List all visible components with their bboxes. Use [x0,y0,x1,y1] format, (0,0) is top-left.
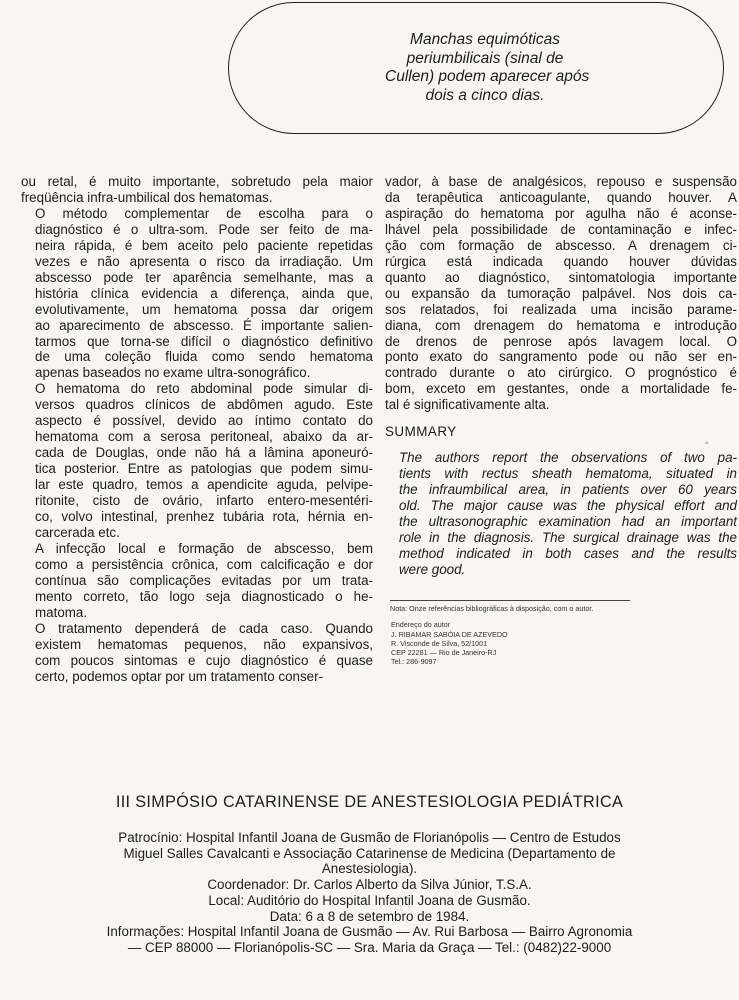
text-line: tients with rectus sheath hematoma, situated in [399,466,737,482]
text-line: como a persistência crônica, com calcificação e dor [35,556,373,572]
text-line: A infecção local e formação de abscesso, bem [35,540,373,556]
text-line: com poucos sintomas e cujo diagnóstico é quase [35,652,373,668]
text-line: contínua são complicações evitadas por um trata- [35,572,373,588]
event-detail-line: Informações: Hospital Infantil Joana de Gusmão — Av. Rui Barbosa — Bairro Agronomia [106,924,633,940]
text-line: versos quadros clínicos de abdômen agudo. Este [35,397,373,413]
address-line: CEP 22281 — Rio de Janeiro-RJ [391,648,497,658]
text-line: role in the diagnosis. The surgical drainage was the [399,530,737,546]
text-line: diagnóstico é o ultra-som. Pode ser feito de ma- [35,221,373,237]
text-line: old. The major cause was the physical effort and [399,498,737,514]
text-line: rúrgica está indicada quando houver dúvidas [385,253,737,269]
text-line: ritonite, cisto de ovário, infarto entero-mesentéri- [35,493,373,509]
text-line: sos relatados, foi realizada uma incisão parame- [385,301,737,317]
address-line: Endereço do autor [391,620,451,630]
text-line: aspiração do hematoma por agulha não é aconse- [385,205,737,221]
references-note: Nota: Onze referências bibliográficas à disposição, com o autor. [390,604,594,613]
text-line: tal é significativamente alta. [385,397,550,413]
treatment-paragraph [385,174,737,413]
author-notes [390,600,739,667]
body-paragraph [21,621,373,685]
text-line: O hematoma do reto abdominal pode simular di- [35,381,373,397]
text-line: diana, com drenagem do hematoma e introdução [385,317,737,333]
text-line: abscesso pode ter aparência semelhante, mas a [35,269,373,285]
text-line: existem hematomas pequenos, não expansivos, [35,636,373,652]
text-line: de drenos de penrose após lavagem local. O [385,333,737,349]
text-line: ou expansão da tumoração palpável. Nos dois ca- [385,285,737,301]
text-line: apenas baseados no exame ultra-sonográfico. [35,365,311,381]
text-line: O método complementar de escolha para o [35,205,373,221]
body-paragraph [21,174,373,206]
text-line: lhável pela possibilidade de contaminação e infec- [385,221,737,237]
text-line: cada de Douglas, onde não há a lâmina aponeuró- [35,445,373,461]
text-line: ao aparecimento de abscesso. É importante salien- [35,317,373,333]
right-text-column [385,174,737,578]
text-line: the ultrasonographic examination had an important [399,514,737,530]
left-text-column [21,174,373,685]
text-line: mento correto, tão logo seja diagnosticado o he- [35,588,373,604]
address-line: Tel.: 286-9097 [391,657,437,667]
author-address [390,620,739,666]
body-paragraph [21,381,373,541]
text-line: hematoma com a serosa peritoneal, abaixo da ar- [35,429,373,445]
text-line: method indicated in both cases and the results [399,545,737,561]
text-line: the infraumbilical area, in patients over 60 years [399,482,737,498]
event-details [0,830,739,956]
text-line: quanto ao diagnóstico, sintomatologia importante [385,269,737,285]
text-line: evolutivamente, um hematoma possa dar origem [35,301,373,317]
margin-mark: ◦ [705,438,709,449]
pull-quote-line: Cullen) podem aparecer após [385,68,590,85]
event-detail-line: — CEP 88000 — Florianópolis-SC — Sra. Maria da Graça — Tel.: (0482)22-9000 [127,939,612,955]
text-line: ponto exato do sangramento pode ou não ser en- [385,349,737,365]
text-line: carcerada etc. [35,524,120,540]
event-title: III SIMPÓSIO CATARINENSE DE ANESTESIOLOGIA PEDIÁTRICA [115,793,624,811]
text-line: lar este quadro, temos a apendicite aguda, pelvipe- [35,477,373,493]
text-line: aspecto é possível, devido ao íntimo contato do [35,413,373,429]
address-line: J. RIBAMAR SABÓIA DE AZEVEDO [391,629,508,639]
event-detail-line: Local: Auditório do Hospital Infantil Joana de Gusmão. [208,892,531,908]
text-line: vador, à base de analgésicos, repouso e suspensão [385,174,737,189]
text-line: tica posterior. Entre as patologias que podem simu- [35,461,373,477]
text-line: bom, exceto em gestantes, onde a mortalidade fe- [385,381,737,397]
event-detail-line: Miguel Salles Cavalcanti e Associação Catarinense de Medicina (Departamento de [123,845,616,861]
text-line: da terapêutica anticoagulante, quando houver. A [385,189,737,205]
text-line: contrado durante o ato cirúrgico. O prognóstico é [385,365,737,381]
text-line: ou retal, é muito importante, sobretudo pela maior [21,174,373,189]
text-line: ção com formação de abscesso. A drenagem ci- [385,237,737,253]
pull-quote-text [385,31,590,105]
text-line: freqüência infra-umbilical dos hematomas. [21,189,273,205]
text-line: matoma. [35,604,88,620]
address-line: R. Visconde de Silva, 52/1001 [391,638,488,648]
event-announcement [0,793,739,956]
text-line: de uma coleção fluida como sendo hematoma [35,349,373,365]
text-line: co, volvo intestinal, prenhez tubária rota, hérnia en- [35,509,373,525]
summary-heading: SUMMARY [385,424,457,440]
event-detail-line: Patrocínio: Hospital Infantil Joana de Gusmão de Florianópolis — Centro de Estudos [118,830,621,845]
text-line: certo, podemos optar por um tratamento conser- [35,668,324,684]
text-line: O tratamento dependerá de cada caso. Quando [35,620,373,636]
event-detail-line: Data: 6 a 8 de setembro de 1984. [269,908,470,924]
text-line: neira rápida, é bem aceito pelo paciente repetidas [35,237,373,253]
pull-quote-callout [228,2,724,134]
text-line: história clínica evidencia a diferença, ainda que, [35,285,373,301]
event-detail-line: Coordenador: Dr. Carlos Alberto da Silva Júnior, T.S.A. [207,877,532,893]
text-line: vezes e não apresenta o risco da irradiação. Um [35,253,373,269]
body-paragraph [21,206,373,381]
text-line: tarmos que torna-se difícil o diagnóstico definitivo [35,333,373,349]
text-line: The authors report the observations of two pa- [399,450,737,466]
event-detail-line: Anestesiologia). [321,861,418,877]
text-line: were good. [399,561,466,577]
notes-divider [390,600,630,601]
pull-quote-line: periumbilicais (sinal de [406,49,564,67]
summary-paragraph [385,450,737,578]
pull-quote-line: Manchas equimóticas [410,31,560,48]
pull-quote-line: dois a cinco dias. [425,86,545,104]
body-paragraph [21,541,373,621]
